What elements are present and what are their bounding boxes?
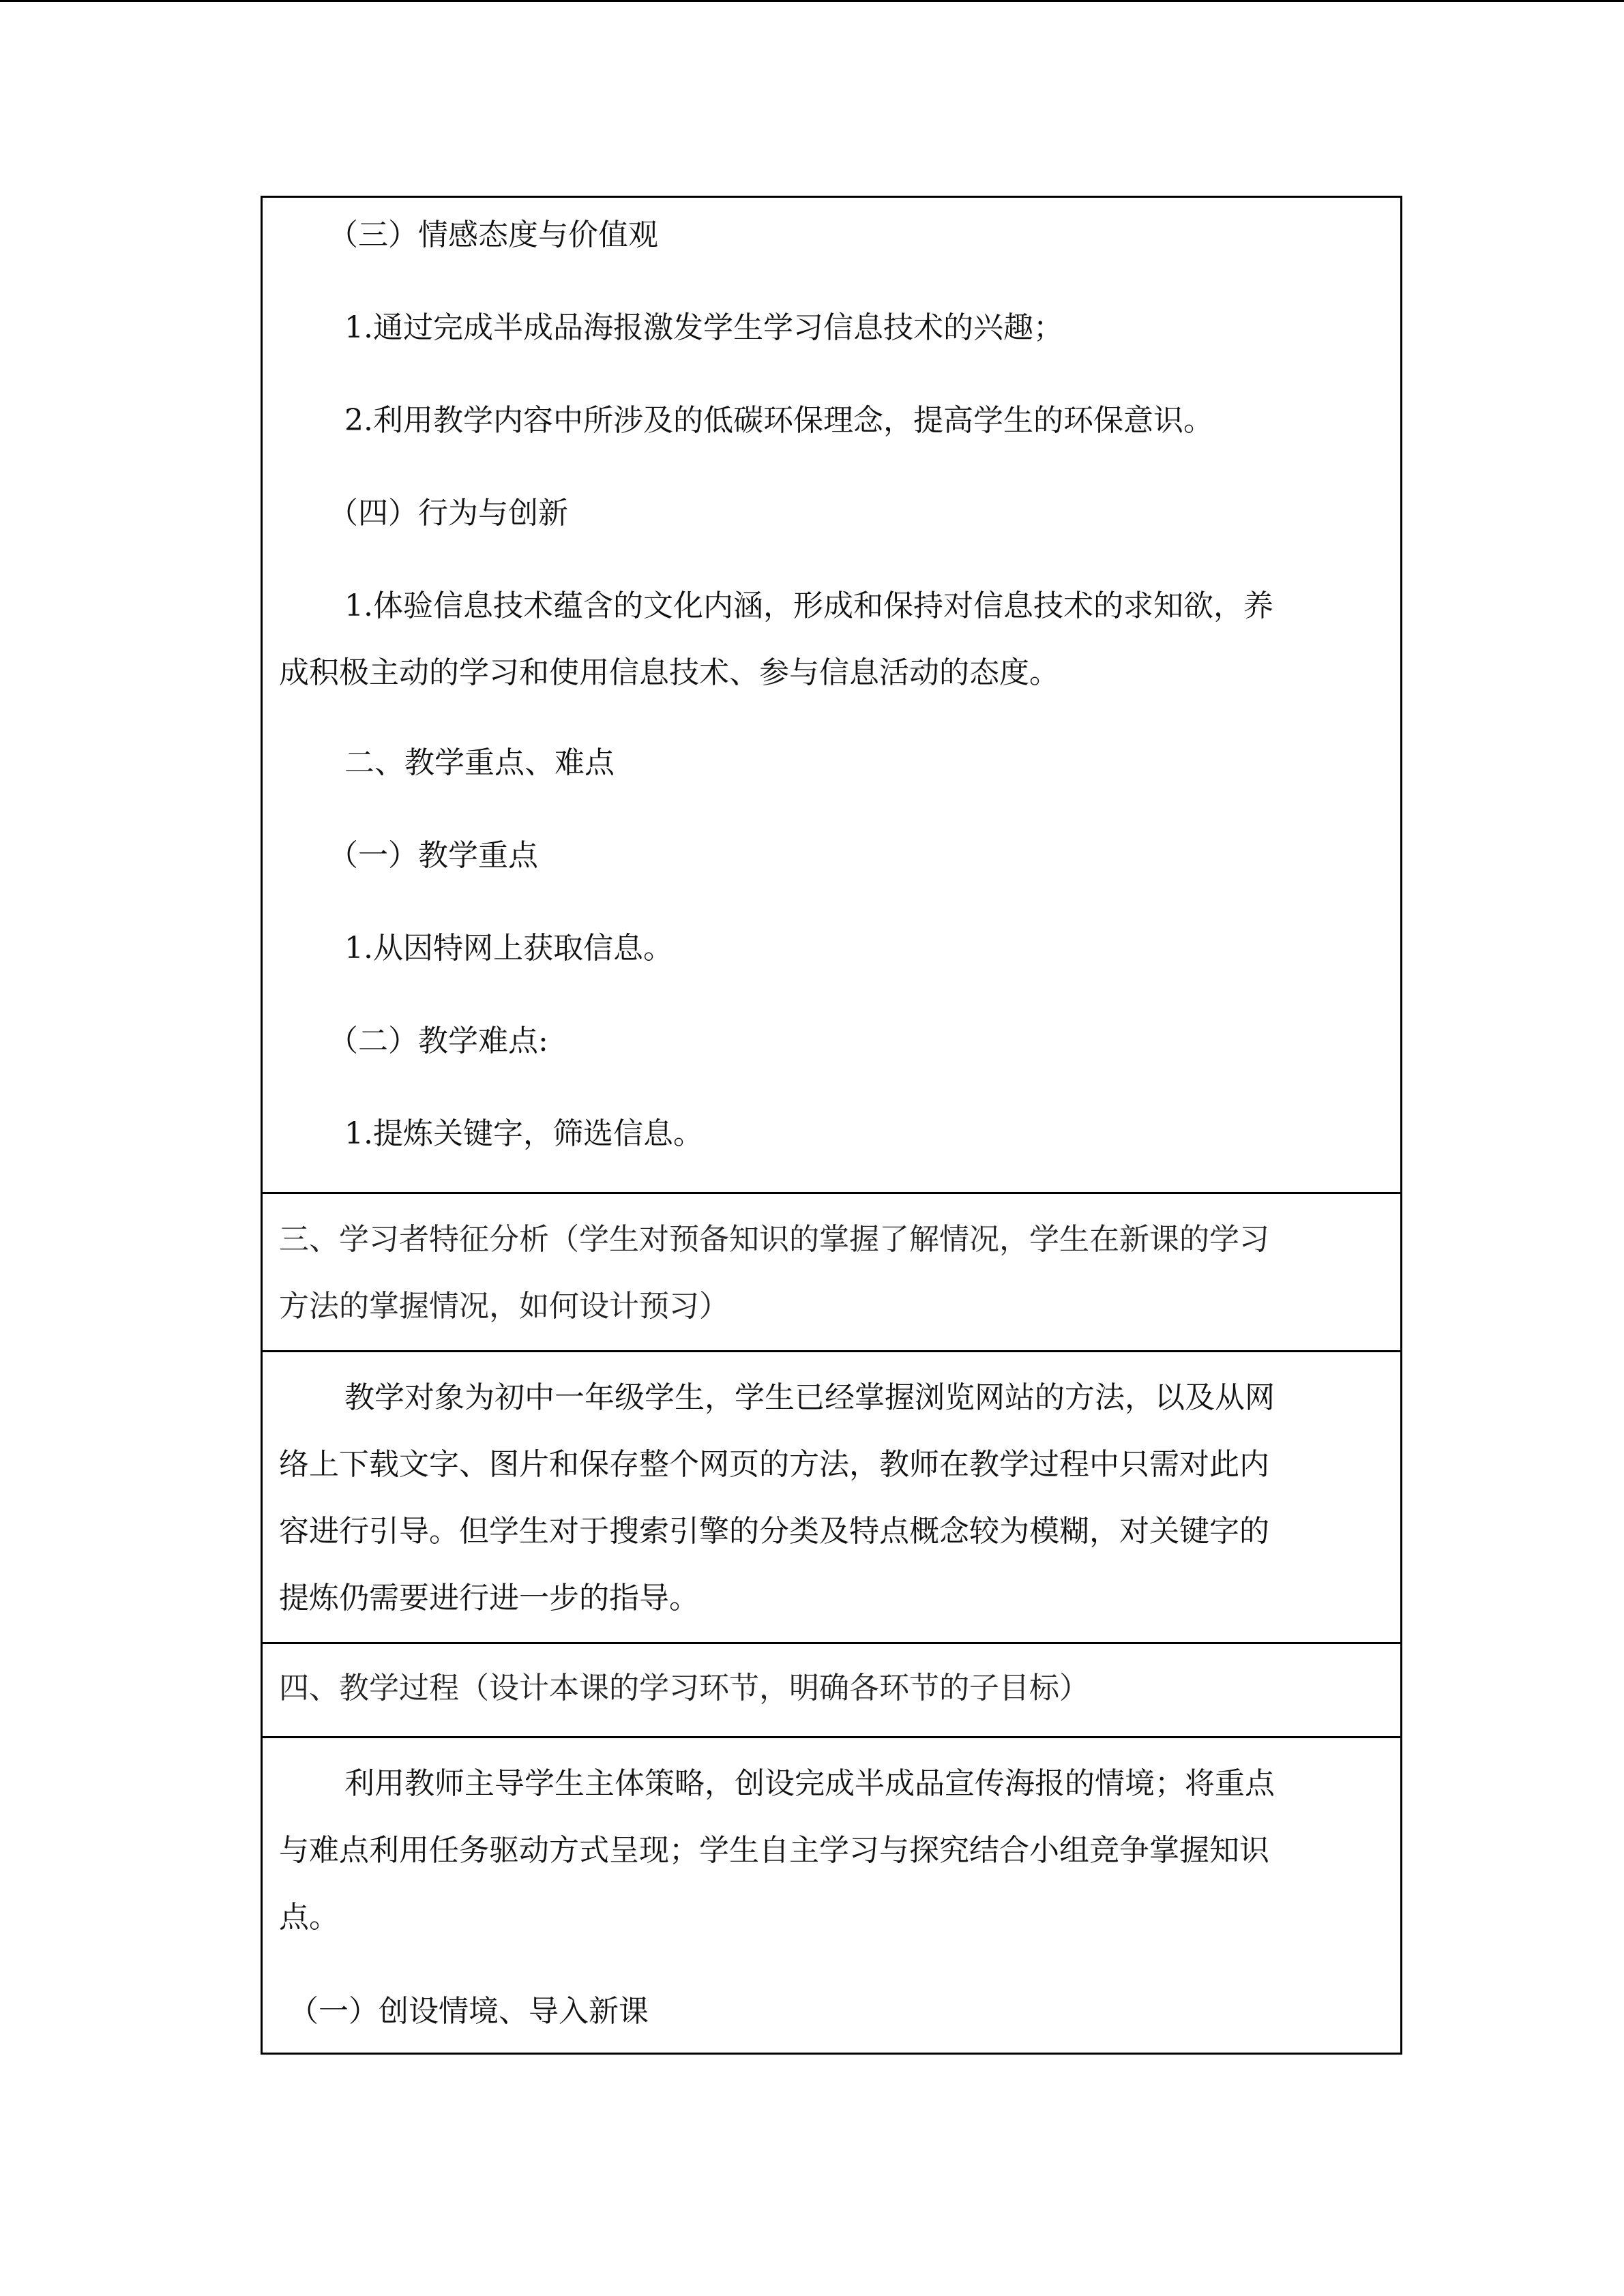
- teaching-process-text: 利用教师主导学生主体策略，创设完成半成品宣传海报的情境；将重点: [344, 1766, 1275, 1801]
- learner-analysis-text: 容进行引导。但学生对于搜索引擎的分类及特点概念较为模糊，对关键字的: [279, 1514, 1269, 1549]
- teaching-process-text: 点。: [279, 1900, 339, 1935]
- learner-analysis-body-cell: [263, 1350, 1400, 1642]
- learner-analysis-text: 络上下载文字、图片和保存整个网页的方法，教师在教学过程中只需对此内: [279, 1447, 1269, 1482]
- teaching-process-text: 与难点利用任务驱动方式呈现；学生自主学习与探究结合小组竞争掌握知识: [279, 1833, 1269, 1868]
- teaching-process-body-cell: [263, 1736, 1400, 2053]
- teaching-process-heading-cell: [263, 1642, 1400, 1736]
- objective-heading-behavior: （四）行为与创新: [328, 496, 568, 531]
- key-points-heading: 二、教学重点、难点: [344, 745, 615, 780]
- key-point-heading: （一）教学重点: [328, 838, 538, 873]
- learner-analysis-heading-cell: [263, 1192, 1400, 1350]
- teaching-process-step-heading: （一）创设情境、导入新课: [289, 1994, 649, 2029]
- difficulty-heading: （二）教学难点:: [328, 1024, 548, 1058]
- learner-analysis-heading-continued: 方法的掌握情况，如何设计预习）: [279, 1289, 729, 1324]
- objectives-cell: [263, 198, 1400, 1192]
- objective-item-continued: 成积极主动的学习和使用信息技术、参与信息活动的态度。: [279, 655, 1059, 690]
- teaching-process-heading: 四、教学过程（设计本课的学习环节，明确各环节的子目标）: [279, 1671, 1089, 1705]
- lesson-plan-table: [261, 196, 1402, 2055]
- learner-analysis-text: 教学对象为初中一年级学生，学生已经掌握浏览网站的方法，以及从网: [344, 1380, 1275, 1415]
- objective-heading-emotion: （三）情感态度与价值观: [328, 218, 658, 252]
- difficulty-item: 1.提炼关键字，筛选信息。: [344, 1116, 703, 1151]
- page-top-border: [0, 0, 1624, 2]
- objective-item: 1.通过完成半成品海报激发学生学习信息技术的兴趣；: [344, 310, 1063, 345]
- objective-item: 2.利用教学内容中所涉及的低碳环保理念，提高学生的环保意识。: [344, 403, 1213, 438]
- learner-analysis-text: 提炼仍需要进行进一步的指导。: [279, 1581, 699, 1615]
- learner-analysis-heading: 三、学习者特征分析（学生对预备知识的掌握了解情况，学生在新课的学习: [279, 1222, 1269, 1257]
- objective-item: 1.体验信息技术蕴含的文化内涵，形成和保持对信息技术的求知欲，养: [344, 588, 1273, 623]
- key-point-item: 1.从因特网上获取信息。: [344, 931, 673, 966]
